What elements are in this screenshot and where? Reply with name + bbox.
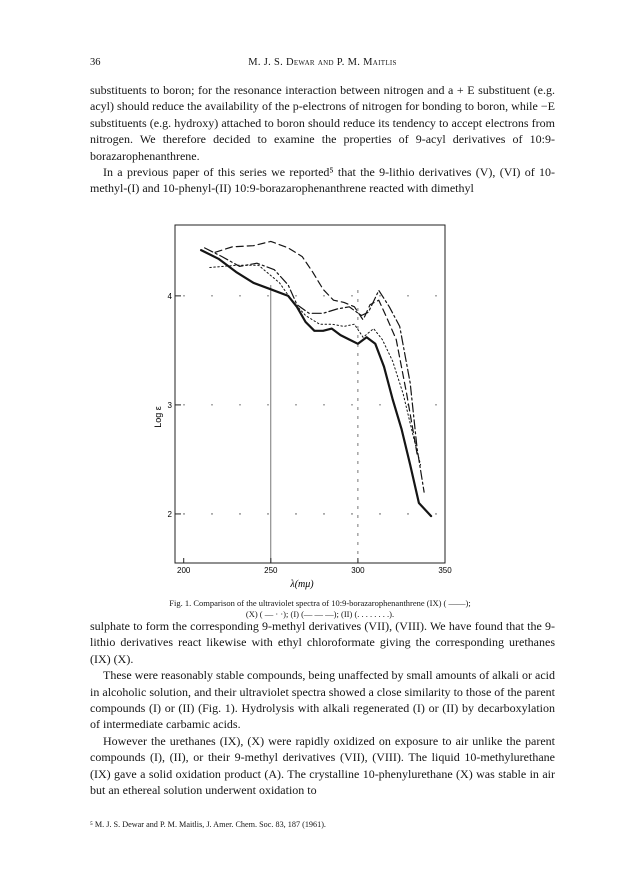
footnote: ⁵ M. J. S. Dewar and P. M. Maitlis, J. Amer. Chem. Soc. 83, 187 (1961). [90,820,326,829]
series-line-x [205,248,425,492]
x-tick-label: 200 [177,566,191,575]
paragraph: In a previous paper of this series we reported⁵ that the 9-lithio derivatives (V), (VI) of 10-methyl-(I) and 10-phenyl-(II) 10:9-borazarophenanthrene reacted with dimethyl [90,165,555,196]
plot-frame [175,225,445,563]
caption-line: Fig. 1. Comparison of the ultraviolet spectra of 10:9-borazarophenanthrene (IX) ( ——); [169,598,471,608]
x-tick-label: 350 [438,566,452,575]
uv-spectra-figure [155,215,455,590]
y-tick-label: 2 [167,509,172,519]
axis-ticks [168,292,453,575]
paragraph: sulphate to form the corresponding 9-methyl derivatives (VII), (VIII). We have found that the 9-lithio derivatives react likewise with ethyl chloroformate giving the corresponding urethanes (IX) (X). [90,619,555,666]
y-tick-label: 4 [167,291,172,301]
body-text-bottom [90,618,555,798]
series-line-ii [210,265,421,465]
series-line-ix [201,250,431,516]
series-lines [201,241,431,516]
figure-caption [110,598,530,620]
body-text-top [90,82,555,197]
paragraph: These were reasonably stable compounds, being unaffected by small amounts of alkali or acid in alcoholic solution, and their ultraviolet spectra showed a close similarity to those of the parent compounds (I) or (II) (Fig. 1). Hydrolysis with alkali regenerated (I) or (II) by decarboxylation of intermediate carbamic acids. [90,668,555,732]
x-tick-label: 250 [264,566,278,575]
x-axis-label: λ(mμ) [290,579,314,590]
running-title: M. J. S. Dewar and P. M. Maitlis [248,57,397,68]
x-tick-label: 300 [351,566,365,575]
series-line-i [215,241,417,454]
paragraph: However the urethanes (IX), (X) were rapidly oxidized on exposure to air unlike the parent compounds (I), (II), or their 9-methyl derivatives (VII), (VIII). The liquid 10-methylurethane (IX) gave a solid oxidation product (A). The crystalline 10-phenylurethane (X) was stable in air but an ethereal solution underwent oxidation to [90,733,555,798]
caption-line: (X) ( — · ·); (I) (— — —); (II) (. . . . . . . .). [245,609,395,619]
y-tick-label: 3 [167,400,172,410]
paragraph: substituents to boron; for the resonance interaction between nitrogen and a + E substituent (e.g. acyl) should reduce the availability of the p-electrons of nitrogen for bonding to boron, while −E substituents (e.g. hydroxy) attached to boron should reduce its tendency to accept electrons from nitrogen. We therefore decided to examine the properties of 9-acyl derivatives of 10:9-borazarophenanthrene. [90,83,555,163]
y-axis-label: Log ε [153,406,163,428]
page-header [90,57,555,71]
page-number: 36 [90,57,101,68]
uv-spectra-chart [155,215,455,590]
